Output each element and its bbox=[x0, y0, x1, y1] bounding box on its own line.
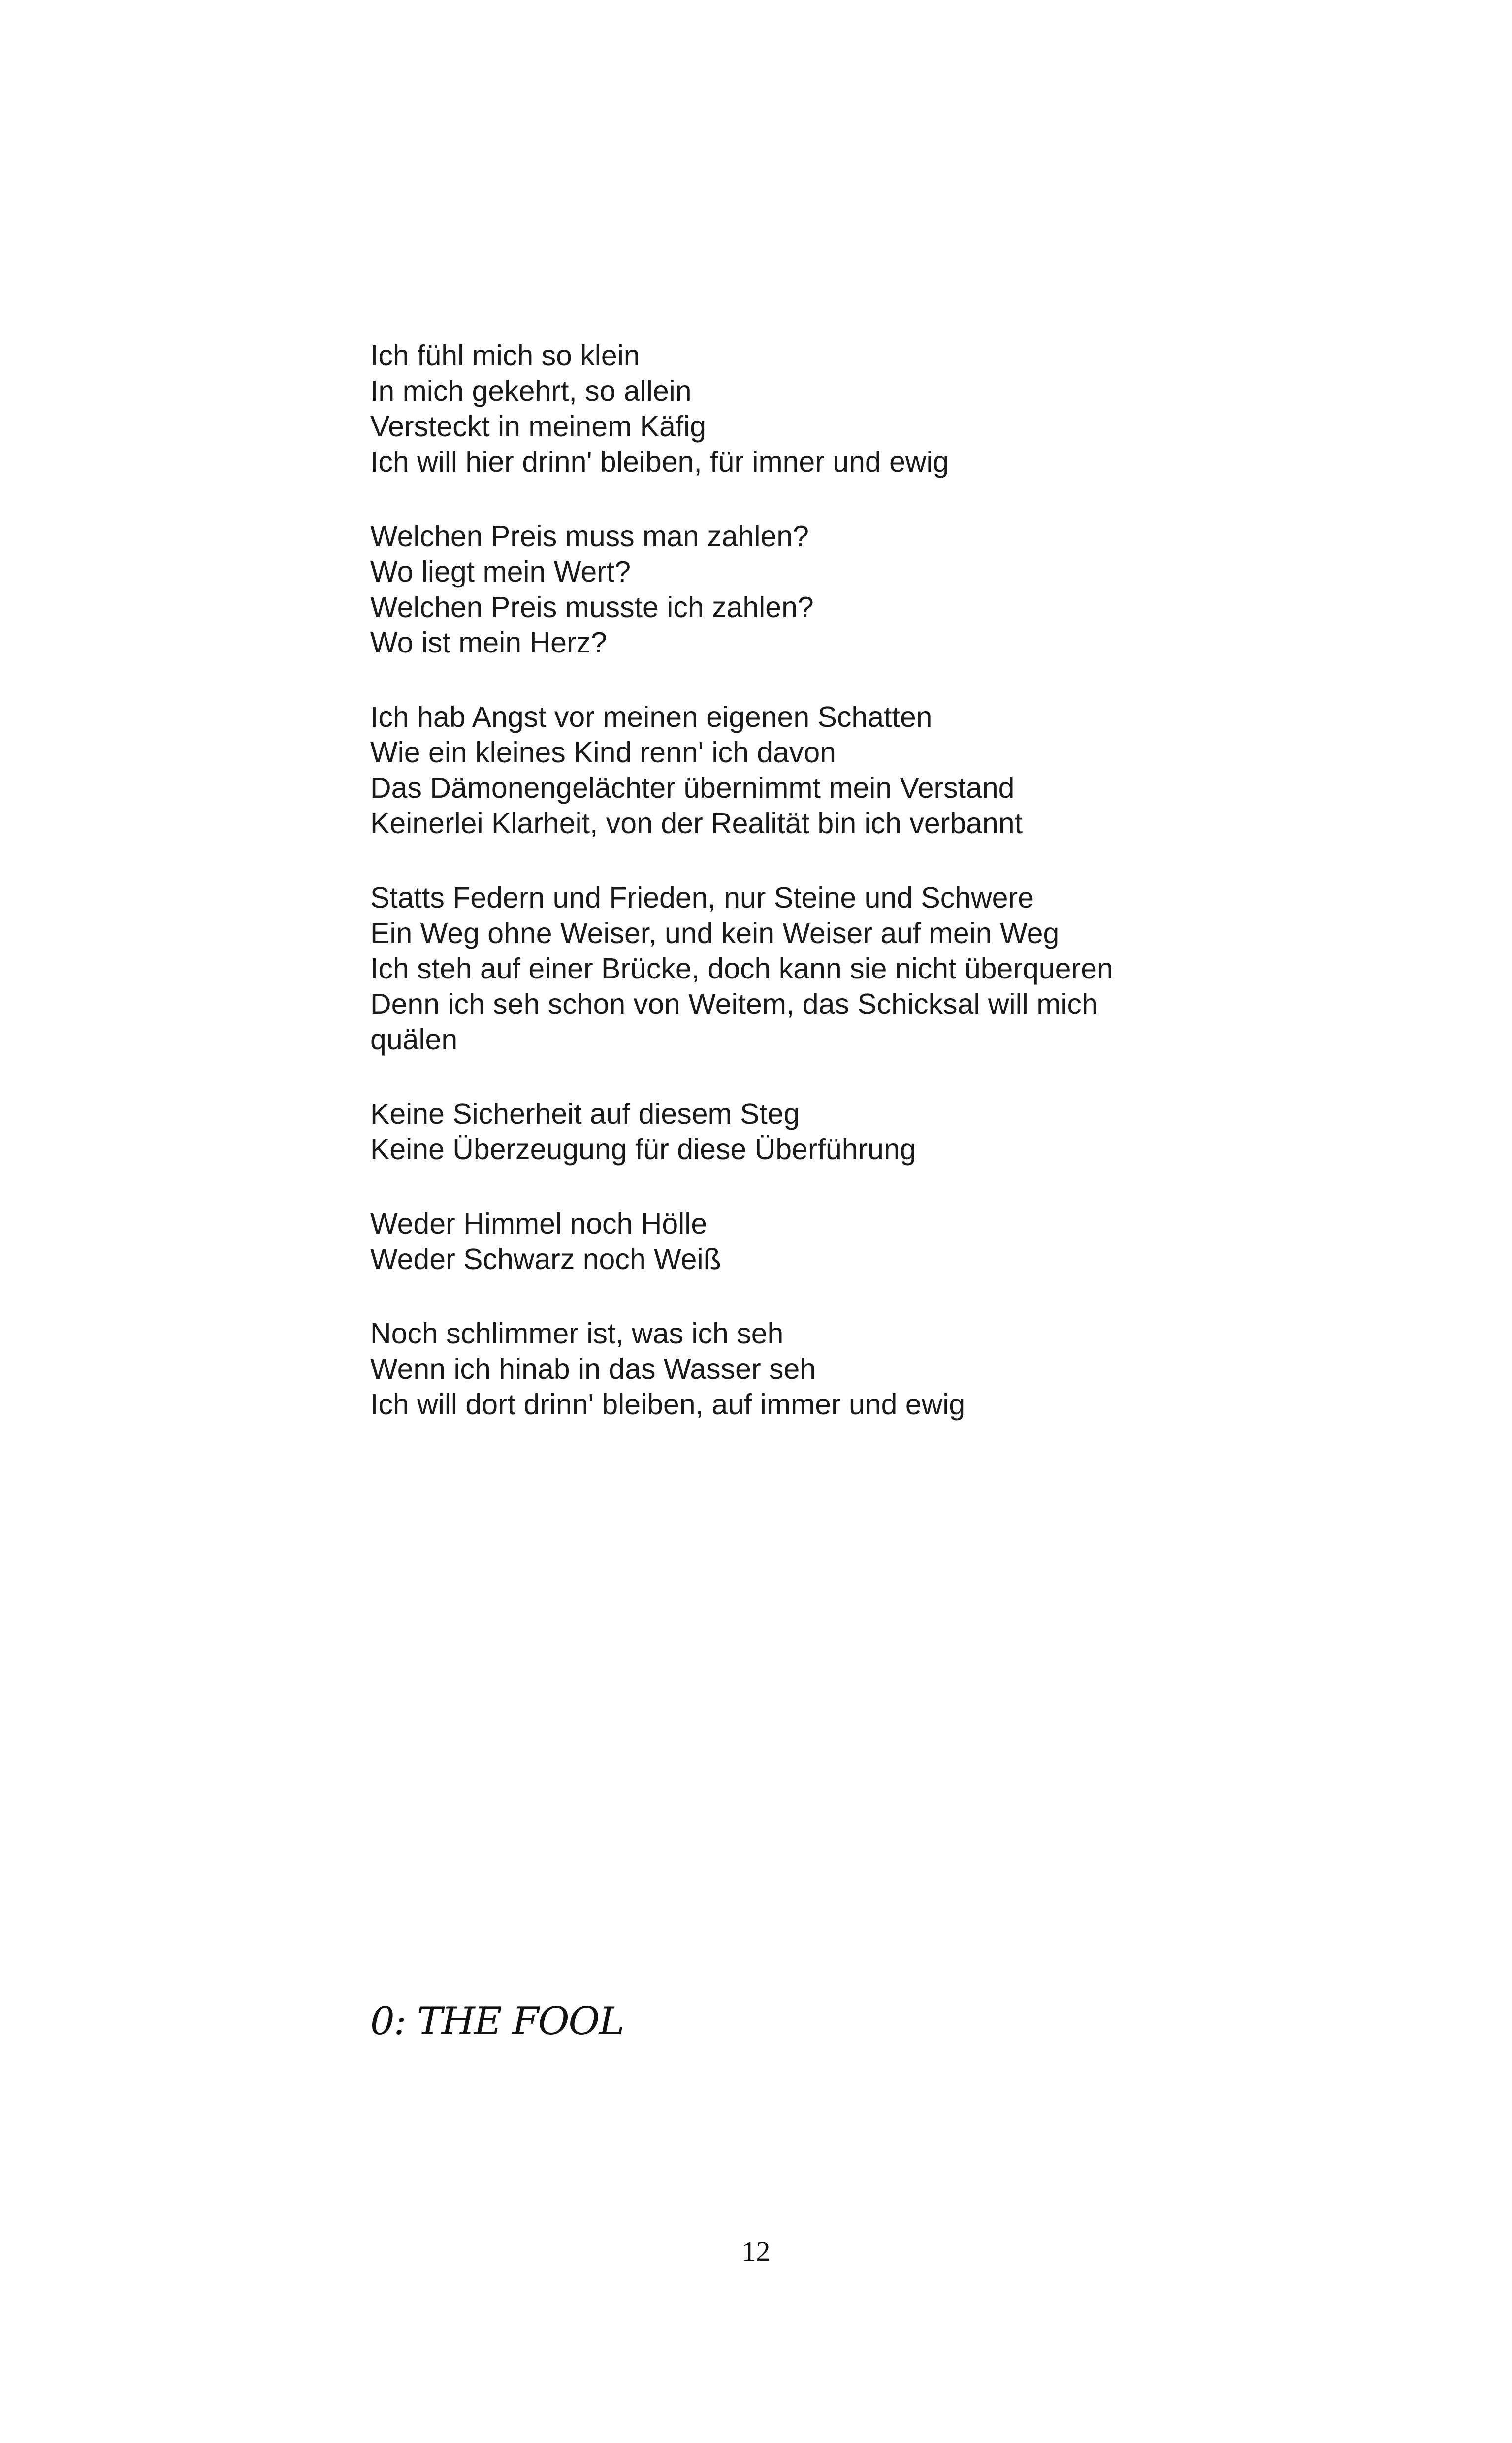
section-heading: 0: THE FOOL bbox=[370, 1999, 624, 2044]
poem-line: Das Dämonengelächter übernimmt mein Verstand bbox=[370, 772, 1015, 804]
stanza-2 bbox=[370, 519, 1306, 660]
stanza-3 bbox=[370, 699, 1306, 841]
poem-line: Welchen Preis muss man zahlen? bbox=[370, 520, 809, 553]
poem-line: Weder Himmel noch Hölle bbox=[370, 1207, 708, 1240]
stanza-4 bbox=[370, 880, 1306, 1057]
page-number: 12 bbox=[741, 2235, 771, 2267]
poem-line: Statts Federn und Frieden, nur Steine und Schwere bbox=[370, 881, 1034, 914]
poem-line: Noch schlimmer ist, was ich seh bbox=[370, 1317, 784, 1350]
poem-line: quälen bbox=[370, 1023, 458, 1056]
stanza-1 bbox=[370, 338, 1306, 480]
poem-body bbox=[370, 338, 1306, 1461]
poem-line: Ich will dort drinn' bleiben, auf immer und ewig bbox=[370, 1388, 965, 1421]
poem-line: Keinerlei Klarheit, von der Realität bin ich verbannt bbox=[370, 807, 1023, 840]
stanza-6 bbox=[370, 1206, 1306, 1277]
poem-line: Ich steh auf einer Brücke, doch kann sie nicht überqueren bbox=[370, 952, 1113, 985]
poem-line: In mich gekehrt, so allein bbox=[370, 375, 692, 407]
poem-line: Ich hab Angst vor meinen eigenen Schatten bbox=[370, 701, 933, 733]
poem-line: Wie ein kleines Kind renn' ich davon bbox=[370, 736, 836, 769]
poem-line: Keine Überzeugung für diese Überführung bbox=[370, 1133, 916, 1166]
poem-line: Weder Schwarz noch Weiß bbox=[370, 1243, 721, 1275]
poem-line: Ein Weg ohne Weiser, und kein Weiser auf mein Weg bbox=[370, 917, 1060, 949]
poem-line: Keine Sicherheit auf diesem Steg bbox=[370, 1098, 800, 1130]
poem-line: Ich will hier drinn' bleiben, für imner und ewig bbox=[370, 446, 949, 478]
stanza-5 bbox=[370, 1096, 1306, 1167]
poem-line: Welchen Preis musste ich zahlen? bbox=[370, 591, 814, 623]
poem-line: Wo liegt mein Wert? bbox=[370, 555, 631, 588]
stanza-7 bbox=[370, 1316, 1306, 1422]
poem-line: Versteckt in meinem Käfig bbox=[370, 410, 707, 443]
poem-line: Ich fühl mich so klein bbox=[370, 339, 640, 372]
poem-line: Wenn ich hinab in das Wasser seh bbox=[370, 1353, 816, 1385]
poem-line: Wo ist mein Herz? bbox=[370, 626, 607, 659]
poem-line: Denn ich seh schon von Weitem, das Schicksal will mich bbox=[370, 988, 1098, 1020]
